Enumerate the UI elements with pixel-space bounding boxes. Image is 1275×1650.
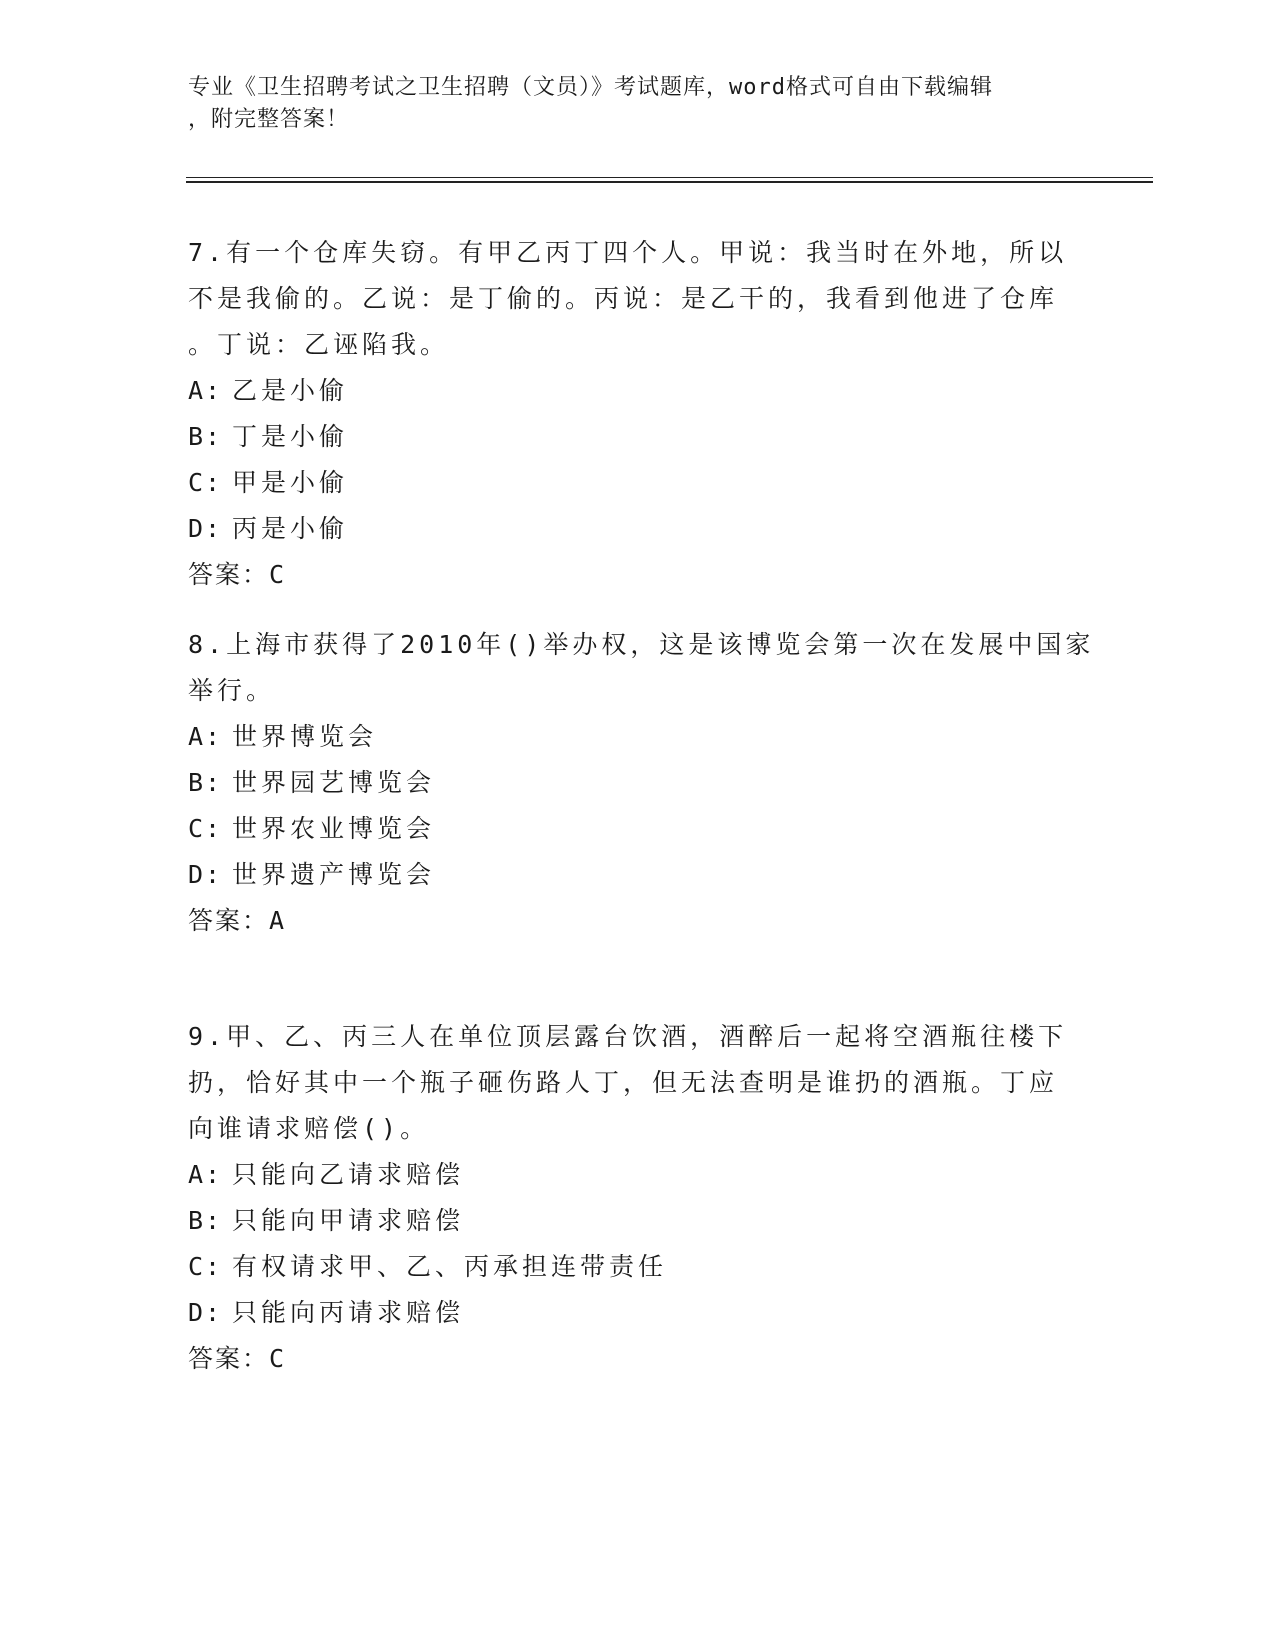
- option-d: [188, 1290, 1088, 1336]
- option-c: [188, 806, 1088, 852]
- answer-value: A: [269, 906, 287, 935]
- option-c: [188, 460, 1088, 506]
- answer-value: C: [269, 1344, 287, 1373]
- question-stem-line: 举行。: [188, 676, 276, 705]
- answer: [188, 898, 1088, 944]
- option-a: [188, 1152, 1088, 1198]
- question-stem-line: 9.甲、乙、丙三人在单位顶层露台饮酒，酒醉后一起将空酒瓶往楼下: [188, 1022, 1068, 1051]
- option-d: [188, 506, 1088, 552]
- question-stem-line: 8.上海市获得了2010年()举办权，这是该博览会第一次在发展中国家: [188, 630, 1095, 659]
- option-text: 丙是小偷: [232, 514, 349, 543]
- option-text: 世界园艺博览会: [232, 768, 436, 797]
- option-text: 世界博览会: [232, 722, 378, 751]
- option-key: B:: [188, 768, 223, 797]
- question-8: [188, 622, 1095, 944]
- question-9: [188, 1014, 1088, 1382]
- option-key: B:: [188, 422, 223, 451]
- option-key: D:: [188, 1298, 223, 1327]
- option-text: 世界农业博览会: [232, 814, 436, 843]
- option-text: 只能向甲请求赔偿: [232, 1206, 465, 1235]
- option-key: A:: [188, 376, 223, 405]
- option-text: 乙是小偷: [232, 376, 349, 405]
- header-line-1: 专业《卫生招聘考试之卫生招聘（文员）》考试题库，word格式可自由下载编辑: [188, 75, 993, 100]
- answer-label: 答案：: [188, 560, 270, 589]
- question-stem-line: 不是我偷的。乙说：是丁偷的。丙说：是乙干的，我看到他进了仓库: [188, 284, 1059, 313]
- header-divider-bottom: [186, 181, 1153, 183]
- option-d: [188, 852, 1088, 898]
- option-text: 世界遗产博览会: [232, 860, 436, 889]
- option-key: A:: [188, 1160, 223, 1189]
- header-divider-top: [186, 177, 1153, 178]
- option-text: 丁是小偷: [232, 422, 349, 451]
- option-key: A:: [188, 722, 223, 751]
- option-text: 有权请求甲、乙、丙承担连带责任: [232, 1252, 668, 1281]
- option-key: C:: [188, 814, 223, 843]
- question-stem-line: 。丁说：乙诬陷我。: [188, 330, 450, 359]
- question-stem-line: 7.有一个仓库失窃。有甲乙丙丁四个人。甲说：我当时在外地，所以: [188, 238, 1068, 267]
- option-b: [188, 414, 1088, 460]
- option-text: 只能向丙请求赔偿: [232, 1298, 465, 1327]
- option-key: D:: [188, 514, 223, 543]
- document-header: [188, 72, 1088, 136]
- answer: [188, 552, 1088, 598]
- option-b: [188, 760, 1088, 806]
- option-key: D:: [188, 860, 223, 889]
- option-b: [188, 1198, 1088, 1244]
- option-a: [188, 368, 1088, 414]
- option-c: [188, 1244, 1088, 1290]
- option-text: 甲是小偷: [232, 468, 349, 497]
- option-text: 只能向乙请求赔偿: [232, 1160, 465, 1189]
- option-key: B:: [188, 1206, 223, 1235]
- option-a: [188, 714, 1088, 760]
- question-7: [188, 230, 1088, 598]
- question-stem-line: 向谁请求赔偿()。: [188, 1114, 430, 1143]
- answer-value: C: [269, 560, 287, 589]
- answer-label: 答案：: [188, 1344, 270, 1373]
- option-key: C:: [188, 1252, 223, 1281]
- answer-label: 答案：: [188, 906, 270, 935]
- question-stem-line: 扔，恰好其中一个瓶子砸伤路人丁，但无法查明是谁扔的酒瓶。丁应: [188, 1068, 1059, 1097]
- answer: [188, 1336, 1088, 1382]
- option-key: C:: [188, 468, 223, 497]
- header-line-2: ，附完整答案！: [188, 107, 350, 132]
